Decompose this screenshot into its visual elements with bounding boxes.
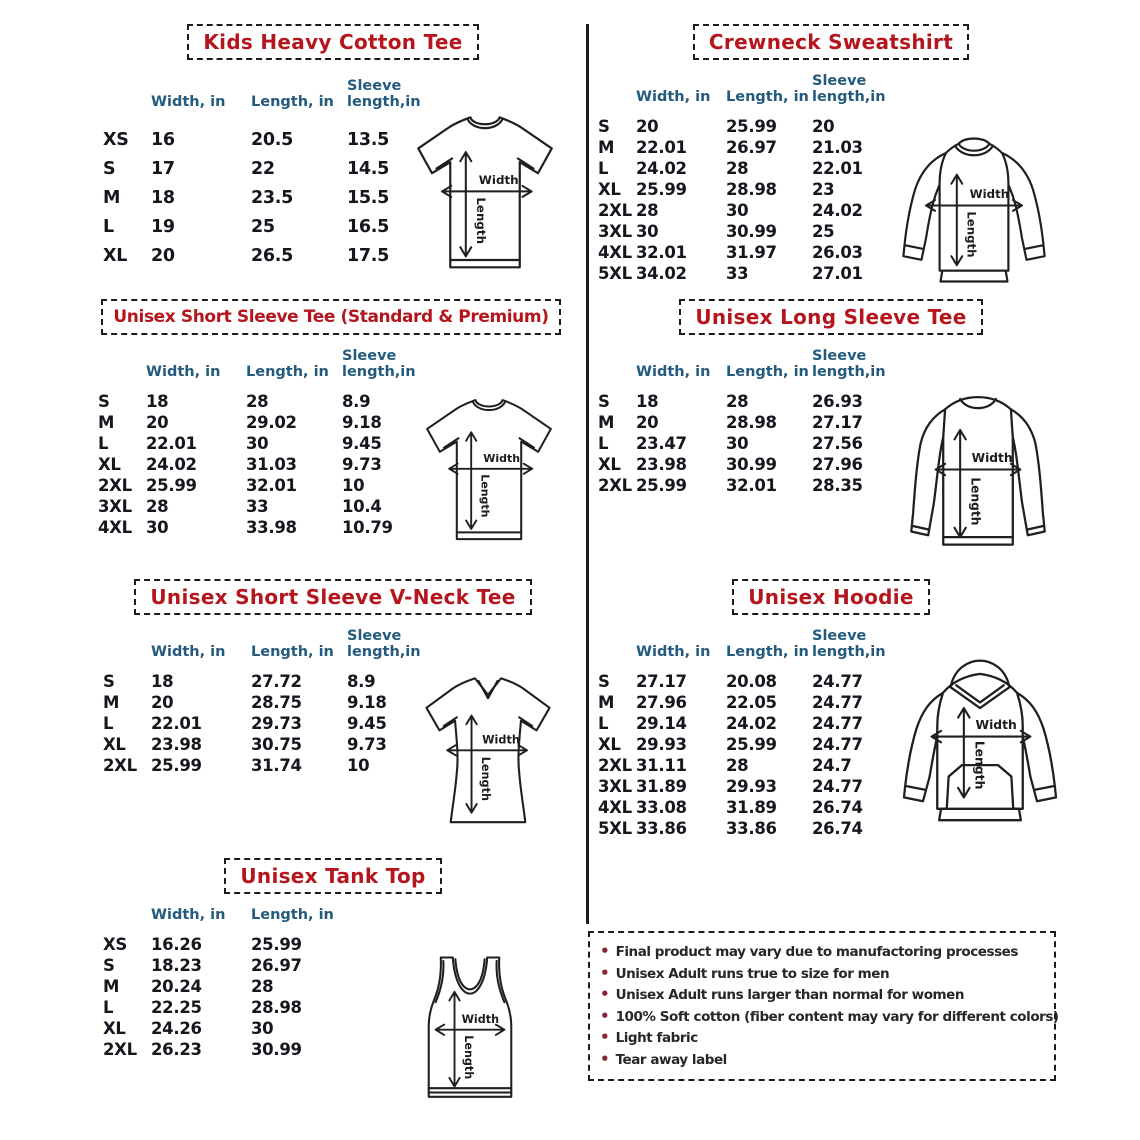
short-sleeve-tee-icon — [400, 387, 578, 559]
panel-kids-heavy-cotton-tee — [85, 24, 581, 296]
cell-value: 33.86 — [636, 819, 687, 838]
column-header: Length, in — [726, 364, 809, 380]
section-title-box — [693, 24, 969, 60]
cell-value: 33.08 — [636, 798, 687, 817]
size-label: S — [103, 956, 115, 975]
cell-value: 28 — [636, 201, 659, 220]
panel-unisex-hoodie — [592, 579, 1070, 851]
size-label: L — [598, 434, 609, 453]
cell-value: 32.01 — [636, 243, 687, 262]
cell-value: 15.5 — [347, 188, 389, 208]
column-header: Length, in — [246, 364, 329, 380]
cell-value: 30 — [726, 434, 749, 453]
bullet-icon: • — [600, 985, 610, 1003]
size-label: S — [598, 672, 610, 691]
title-row — [592, 579, 1070, 615]
cell-value: 16.5 — [347, 217, 389, 237]
title-row — [80, 299, 582, 335]
cell-value: 20 — [636, 413, 659, 432]
size-label: M — [98, 413, 115, 432]
cell-value: 29.14 — [636, 714, 687, 733]
cell-value: 10 — [342, 476, 365, 495]
cell-value: 9.18 — [342, 413, 382, 432]
length-label: Length — [964, 211, 979, 258]
cell-value: 29.02 — [246, 413, 297, 432]
note-text: Final product may vary due to manufactoring processes — [615, 944, 1018, 960]
size-label: 2XL — [598, 201, 632, 220]
cell-value: 30 — [146, 518, 169, 537]
cell-value: 9.73 — [347, 735, 387, 754]
note-line — [600, 1050, 1044, 1072]
size-label: 5XL — [598, 264, 632, 283]
section-title-box — [732, 579, 930, 615]
size-label: M — [598, 693, 615, 712]
section-title: Unisex Hoodie — [748, 585, 914, 609]
column-header: Length, in — [251, 644, 334, 660]
cell-value: 16.26 — [151, 935, 202, 954]
cell-value: 24.77 — [812, 735, 863, 754]
cell-value: 28.75 — [251, 693, 302, 712]
note-text: Unisex Adult runs larger than normal for women — [615, 987, 965, 1003]
note-text: Tear away label — [615, 1051, 727, 1068]
cell-value: 26.97 — [251, 956, 302, 975]
cell-value: 24.26 — [151, 1019, 202, 1038]
cell-value: 30 — [251, 1019, 274, 1038]
section-title-box — [134, 579, 531, 615]
notes-box — [588, 931, 1059, 1081]
size-label: S — [103, 672, 115, 691]
size-label: M — [103, 693, 120, 712]
width-label: Width — [482, 733, 520, 747]
cell-value: 27.56 — [812, 434, 863, 453]
cell-value: 28 — [251, 977, 274, 996]
column-divider — [586, 24, 589, 924]
note-line — [600, 964, 1044, 986]
column-header: Sleeve length,in — [812, 348, 886, 380]
title-row — [85, 858, 581, 894]
cell-value: 27.96 — [636, 693, 687, 712]
length-label: Length — [461, 1035, 475, 1080]
cell-value: 9.45 — [342, 434, 382, 453]
cell-value: 20.5 — [251, 130, 293, 150]
cell-value: 28 — [146, 497, 169, 516]
cell-value: 20.24 — [151, 977, 202, 996]
cell-value: 20 — [151, 246, 175, 266]
cell-value: 20 — [151, 693, 174, 712]
cell-value: 18 — [636, 392, 659, 411]
size-label: L — [103, 217, 114, 237]
size-label: S — [598, 392, 610, 411]
cell-value: 18 — [151, 188, 175, 208]
width-label: Width — [483, 451, 521, 465]
cell-value: 29.93 — [726, 777, 777, 796]
size-label: M — [598, 138, 615, 157]
bullet-icon: • — [600, 1049, 610, 1068]
cell-value: 26.97 — [726, 138, 777, 157]
cell-value: 30 — [636, 222, 659, 241]
column-header: Length, in — [726, 644, 809, 660]
title-row — [592, 299, 1070, 335]
size-label: 2XL — [598, 476, 632, 495]
size-label: S — [103, 159, 116, 179]
cell-value: 18.23 — [151, 956, 202, 975]
cell-value: 27.17 — [636, 672, 687, 691]
cell-value: 28 — [726, 159, 749, 178]
size-label: L — [598, 159, 609, 178]
panel-unisex-tank-top — [85, 858, 581, 1128]
note-text: Unisex Adult runs true to size for men — [615, 965, 890, 982]
cell-value: 29.93 — [636, 735, 687, 754]
v-neck-tee-icon — [397, 665, 579, 839]
panel-crewneck-sweatshirt — [592, 24, 1070, 296]
cell-value: 19 — [151, 217, 175, 237]
table-header-row — [103, 628, 581, 660]
cell-value: 28.35 — [812, 476, 863, 495]
cell-value: 16 — [151, 130, 175, 150]
cell-value: 23 — [812, 180, 835, 199]
long-sleeve-tee-icon — [876, 383, 1080, 571]
cell-value: 30.75 — [251, 735, 302, 754]
width-label: Width — [478, 173, 519, 188]
width-label: Width — [975, 718, 1017, 732]
section-title: Unisex Tank Top — [240, 864, 426, 888]
cell-value: 24.7 — [812, 756, 852, 775]
section-title-box — [187, 24, 478, 60]
cell-value: 20.08 — [726, 672, 777, 691]
cell-value: 25.99 — [146, 476, 197, 495]
length-label: Length — [478, 474, 492, 518]
cell-value: 25.99 — [636, 180, 687, 199]
column-header: Width, in — [151, 644, 226, 660]
cell-value: 26.74 — [812, 819, 863, 838]
size-label: 3XL — [598, 777, 632, 796]
note-line — [600, 942, 1044, 964]
cell-value: 17.5 — [347, 246, 389, 266]
size-label: XS — [103, 130, 129, 150]
cell-value: 18 — [151, 672, 174, 691]
cell-value: 28.98 — [251, 998, 302, 1017]
sweatshirt-icon — [870, 124, 1078, 296]
panel-unisex-v-neck-tee — [85, 579, 581, 851]
size-label: 5XL — [598, 819, 632, 838]
cell-value: 9.18 — [347, 693, 387, 712]
width-label: Width — [971, 450, 1013, 465]
cell-value: 23.47 — [636, 434, 687, 453]
cell-value: 25.99 — [636, 476, 687, 495]
cell-value: 33 — [726, 264, 749, 283]
cell-value: 13.5 — [347, 130, 389, 150]
size-label: XL — [598, 735, 621, 754]
column-header: Sleeve length,in — [347, 78, 421, 110]
size-label: XL — [103, 1019, 126, 1038]
cell-value: 26.5 — [251, 246, 293, 266]
size-label: M — [598, 413, 615, 432]
cell-value: 22.25 — [151, 998, 202, 1017]
size-label: S — [598, 117, 610, 136]
size-label: 3XL — [98, 497, 132, 516]
cell-value: 30.99 — [726, 455, 777, 474]
cell-value: 25 — [812, 222, 835, 241]
cell-value: 31.89 — [726, 798, 777, 817]
cell-value: 25.99 — [726, 735, 777, 754]
cell-value: 28.98 — [726, 180, 777, 199]
column-header: Length, in — [726, 89, 809, 105]
size-label: M — [103, 188, 121, 208]
cell-value: 27.01 — [812, 264, 863, 283]
length-label: Length — [473, 197, 488, 245]
title-row — [85, 24, 581, 60]
size-label: 2XL — [598, 756, 632, 775]
cell-value: 31.03 — [246, 455, 297, 474]
size-label: XL — [598, 455, 621, 474]
cell-value: 26.74 — [812, 798, 863, 817]
size-label: 2XL — [98, 476, 132, 495]
size-label: 3XL — [598, 222, 632, 241]
cell-value: 25.99 — [251, 935, 302, 954]
column-header: Width, in — [151, 94, 226, 110]
cell-value: 24.02 — [726, 714, 777, 733]
cell-value: 30 — [726, 201, 749, 220]
size-label: L — [103, 714, 114, 733]
panel-unisex-long-sleeve-tee — [592, 299, 1070, 571]
size-label: XL — [103, 246, 128, 266]
cell-value: 8.9 — [347, 672, 376, 691]
size-label: S — [98, 392, 110, 411]
title-row — [85, 579, 581, 615]
tank-top-icon — [401, 942, 539, 1114]
cell-value: 27.72 — [251, 672, 302, 691]
cell-value: 25.99 — [726, 117, 777, 136]
cell-value: 28 — [726, 392, 749, 411]
cell-value: 31.97 — [726, 243, 777, 262]
cell-value: 23.98 — [151, 735, 202, 754]
length-label: Length — [478, 756, 492, 801]
bullet-icon: • — [600, 942, 610, 960]
table-header-row — [598, 73, 1070, 105]
cell-value: 14.5 — [347, 159, 389, 179]
note-text: 100% Soft cotton (fiber content may vary for different colors) — [615, 1008, 1059, 1025]
panel-unisex-short-sleeve-tee — [80, 299, 582, 571]
section-title-box — [679, 299, 982, 335]
garment-outline — [903, 138, 1044, 281]
cell-value: 32.01 — [246, 476, 297, 495]
cell-value: 10.4 — [342, 497, 382, 516]
width-label: Width — [461, 1012, 500, 1026]
size-label: L — [598, 714, 609, 733]
cell-value: 27.17 — [812, 413, 863, 432]
cell-value: 28 — [246, 392, 269, 411]
tee-illustration — [400, 387, 578, 563]
cell-value: 9.45 — [347, 714, 387, 733]
bullet-icon: • — [600, 1028, 610, 1046]
table-header-row — [98, 348, 582, 380]
cell-value: 24.77 — [812, 693, 863, 712]
cell-value: 20 — [812, 117, 835, 136]
cell-value: 18 — [146, 392, 169, 411]
tee-illustration — [389, 104, 581, 292]
cell-value: 26.23 — [151, 1040, 202, 1059]
size-label: XS — [103, 935, 128, 954]
bullet-icon: • — [600, 963, 610, 982]
column-header: Sleeve length,in — [812, 628, 886, 660]
cell-value: 31.89 — [636, 777, 687, 796]
cell-value: 24.77 — [812, 672, 863, 691]
note-text: Light fabric — [615, 1030, 698, 1046]
column-header: Width, in — [636, 89, 711, 105]
column-header: Width, in — [146, 364, 221, 380]
cell-value: 8.9 — [342, 392, 371, 411]
cell-value: 10.79 — [342, 518, 393, 537]
section-title: Kids Heavy Cotton Tee — [203, 30, 463, 54]
column-header: Length, in — [251, 907, 334, 923]
column-header: Length, in — [251, 94, 334, 110]
cell-value: 33.86 — [726, 819, 777, 838]
cell-value: 10 — [347, 756, 370, 775]
sweatshirt-illustration — [870, 124, 1078, 300]
tank-top-illustration — [401, 942, 539, 1118]
size-label: L — [98, 434, 109, 453]
length-label: Length — [968, 477, 983, 526]
cell-value: 22 — [251, 159, 275, 179]
size-label: L — [103, 998, 114, 1017]
cell-value: 24.77 — [812, 714, 863, 733]
cell-value: 23.5 — [251, 188, 293, 208]
cell-value: 22.01 — [151, 714, 202, 733]
cell-value: 20 — [146, 413, 169, 432]
section-title: Unisex Long Sleeve Tee — [695, 305, 967, 329]
width-label: Width — [969, 187, 1010, 202]
size-label: 4XL — [98, 518, 132, 537]
cell-value: 30.99 — [251, 1040, 302, 1059]
column-header: Width, in — [636, 364, 711, 380]
cell-value: 30 — [246, 434, 269, 453]
cell-value: 29.73 — [251, 714, 302, 733]
section-title: Crewneck Sweatshirt — [708, 30, 954, 54]
cell-value: 32.01 — [726, 476, 777, 495]
cell-value: 30.99 — [726, 222, 777, 241]
cell-value: 28 — [726, 756, 749, 775]
size-label: 4XL — [598, 798, 632, 817]
table-header-row — [103, 907, 581, 923]
cell-value: 25 — [251, 217, 275, 237]
cell-value: 21.03 — [812, 138, 863, 157]
cell-value: 31.11 — [636, 756, 687, 775]
cell-value: 31.74 — [251, 756, 302, 775]
cell-value: 33 — [246, 497, 269, 516]
hoodie-icon — [876, 653, 1084, 843]
column-header: Sleeve length,in — [342, 348, 416, 380]
cell-value: 23.98 — [636, 455, 687, 474]
note-line — [600, 1006, 1059, 1029]
cell-value: 24.02 — [636, 159, 687, 178]
short-sleeve-tee-icon — [389, 104, 581, 288]
cell-value: 17 — [151, 159, 175, 179]
size-label: XL — [98, 455, 121, 474]
cell-value: 26.93 — [812, 392, 863, 411]
cell-value: 24.02 — [812, 201, 863, 220]
size-label: 2XL — [103, 1040, 137, 1059]
cell-value: 24.77 — [812, 777, 863, 796]
length-label: Length — [972, 740, 987, 790]
cell-value: 20 — [636, 117, 659, 136]
v-neck-tee-illustration — [397, 665, 579, 843]
cell-value: 28.98 — [726, 413, 777, 432]
hoodie-illustration — [876, 653, 1084, 847]
cell-value: 22.01 — [636, 138, 687, 157]
cell-value: 27.96 — [812, 455, 863, 474]
cell-value: 9.73 — [342, 455, 382, 474]
column-header: Sleeve length,in — [347, 628, 421, 660]
cell-value: 22.01 — [146, 434, 197, 453]
note-line — [600, 985, 1044, 1007]
bullet-icon: • — [600, 1006, 610, 1025]
section-title-box — [224, 858, 441, 894]
section-title: Unisex Short Sleeve V-Neck Tee — [150, 585, 516, 609]
size-label: M — [103, 977, 120, 996]
cell-value: 22.05 — [726, 693, 777, 712]
size-label: 2XL — [103, 756, 137, 775]
title-row — [592, 24, 1070, 60]
table-header-row — [598, 348, 1070, 380]
size-label: XL — [103, 735, 126, 754]
long-sleeve-tee-illustration — [876, 383, 1080, 575]
column-header: Width, in — [151, 907, 226, 923]
column-header: Sleeve length,in — [812, 73, 886, 105]
size-label: 4XL — [598, 243, 632, 262]
size-label: XL — [598, 180, 621, 199]
cell-value: 22.01 — [812, 159, 863, 178]
cell-value: 34.02 — [636, 264, 687, 283]
cell-value: 33.98 — [246, 518, 297, 537]
cell-value: 24.02 — [146, 455, 197, 474]
section-title: Unisex Short Sleeve Tee (Standard & Premium) — [113, 307, 549, 327]
note-line — [600, 1028, 1044, 1050]
section-title-box — [101, 299, 560, 335]
cell-value: 26.03 — [812, 243, 863, 262]
cell-value: 25.99 — [151, 756, 202, 775]
column-header: Width, in — [636, 644, 711, 660]
